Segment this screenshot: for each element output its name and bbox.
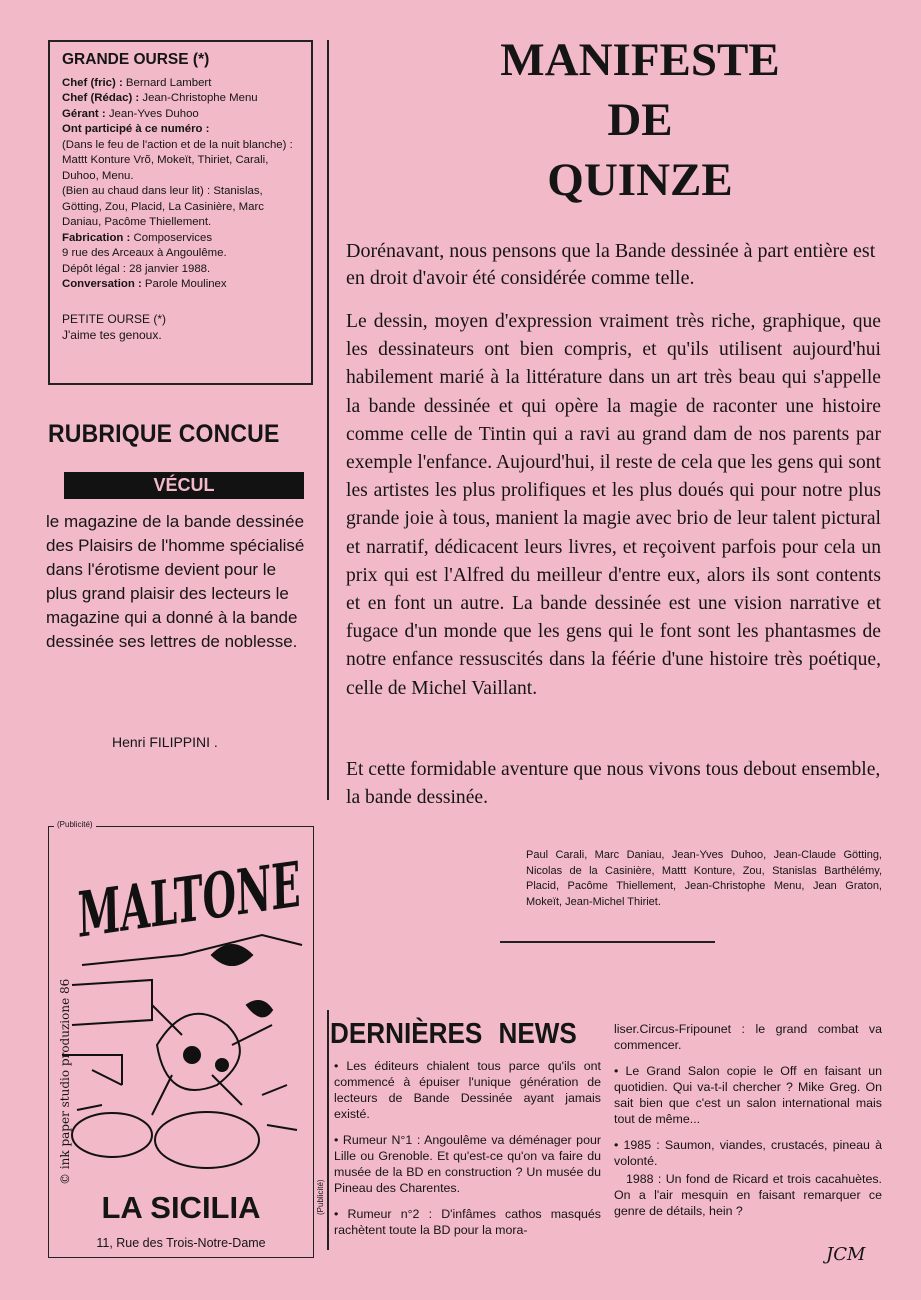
credits-line (62, 184, 299, 231)
manifest-title-line-2: DE (607, 94, 673, 146)
petite-ourse-text: J'aime tes genoux. (62, 327, 162, 342)
manifest-rule (500, 941, 715, 943)
news-item: 1988 : Un fond de Ricard et trois cacahuètes. On a l'air mesquin en faisant remarquer ce genre de détails, hein ? (614, 1172, 882, 1218)
maltone-logo-text: MALTONE (72, 829, 439, 952)
credits-line-value: 9 rue des Arceaux à Angoulême. (62, 247, 227, 259)
news-item: • Les éditeurs chialent tous parce qu'ils ont commencé à épuiser l'unique génération de lecteurs de Bande Dessinée ayant jamais existé. (334, 1059, 601, 1121)
petite-ourse (62, 311, 299, 343)
credits-line-label: Chef (fric) : (62, 76, 123, 89)
credits-line-label: Gérant : (62, 107, 106, 120)
column-divider-lower (327, 1010, 329, 1250)
news-item: liser.Circus-Fripounet : le grand combat va commencer. (614, 1022, 882, 1052)
news-item: • Rumeur n°2 : D'infâmes cathos masqués rachètent toute la BD pour la mora- (334, 1207, 601, 1237)
credits-line (62, 107, 299, 123)
credits-line-label: Ont participé à ce numéro : (62, 123, 210, 135)
manifest-intro: Dorénavant, nous pensons que la Bande dessinée à part entière est en droit d'avoir été considérée comme telle. (346, 240, 876, 289)
ad-name: LA SICILIA (101, 1190, 261, 1225)
ad-illustration (62, 925, 307, 1175)
credits-line-value: (Bien au chaud dans leur lit) : Stanislas, Götting, Zou, Placid, La Casinière, Marc Daniau, Pacôme Thiellement. (62, 185, 264, 228)
news-column-2 (614, 1021, 882, 1219)
ad-credit: © ink paper studio produzione 86 (58, 978, 72, 1185)
news-column-1 (334, 1058, 601, 1248)
credits-lines (62, 76, 299, 293)
vecul-bar: VÉCUL (64, 472, 304, 499)
credits-line (62, 122, 299, 138)
credits-line (62, 277, 299, 293)
news-signature: JCM (826, 1244, 866, 1265)
rubrique-title: RUBRIQUE CONCUE (48, 420, 280, 448)
credits-line-value: Bernard Lambert (122, 76, 212, 89)
credits-line-value: Dépôt légal : 28 janvier 1988. (62, 262, 211, 275)
credits-line (62, 246, 299, 262)
credits-line (62, 262, 299, 278)
credits-line-value: Parole Moulinex (141, 278, 227, 290)
manifest-title-line-3: QUINZE (547, 154, 733, 206)
manifest-title-line-1: MANIFESTE (500, 34, 780, 86)
manifest-signatories: Paul Carali, Marc Daniau, Jean-Yves Duhoo, Jean-Claude Götting, Nicolas de la Casinière, Mattt Konture, Zou, Stanislas Barthélémy, Placid, Pacôme Thiellement, Jean-Christophe Menu, Jean Graton, Mokeït, Jean-Michel Thiriet. (526, 849, 882, 908)
credits-line-value: Jean-Yves Duhoo (105, 107, 199, 120)
news-item: • 1985 : Saumon, viandes, crustacés, pineau à volonté. (614, 1138, 882, 1168)
rubrique-author: Henri FILIPPINI . (112, 734, 218, 750)
credits-title: GRANDE OURSE (*) (62, 51, 210, 68)
petite-ourse-title: PETITE OURSE (*) (62, 311, 167, 326)
ad-address: 11, Rue des Trois-Notre-Dame (96, 1236, 266, 1250)
credits-line-value: Jean-Christophe Menu (139, 92, 258, 104)
credits-line-label: Conversation : (62, 278, 142, 290)
credits-line (62, 91, 299, 107)
news-item: • Le Grand Salon copie le Off en faisant un quotidien. Qui va-t-il chercher ? Mike Greg. On sait bien que c'est un salon international mais tout de même... (614, 1064, 882, 1126)
credits-line-value: (Dans le feu de l'action et de la nuit blanche) : Mattt Konture Vrõ, Mokeït, Thiriet, Carali, Duhoo, Menu. (62, 138, 293, 182)
news-title: DERNIÈRES NEWS (330, 1018, 577, 1050)
ad-label-top: (Publicité) (54, 820, 96, 829)
manifest-closing: Et cette formidable aventure que nous vivons tous debout ensemble, la bande dessinée. (346, 759, 881, 809)
credits-line (62, 231, 299, 247)
credits-line (62, 76, 299, 92)
credits-line-value: Composervices (130, 231, 213, 244)
credits-box (48, 40, 313, 385)
credits-line-label: Fabrication : (62, 231, 131, 244)
credits-line (62, 138, 299, 185)
column-divider (327, 40, 329, 800)
news-item: • Rumeur N°1 : Angoulême va déménager pour Lille ou Grenoble. Et qu'est-ce qu'on va faire du musée de la BD en construction ? Un musée du Pineau des Charentes. (334, 1133, 601, 1195)
ad-label-side: (Publicité) (316, 1179, 325, 1215)
manifest-body: Le dessin, moyen d'expression vraiment très riche, graphique, que les dessinateurs ont bien compris, et qu'ils utilisent aujourd'hui habilement marié à la littérature dans un art très beau qui s'appelle la bande dessinée et qui opère la magie de raconter une histoire comme celle de Tintin qui a ravi au grand dam de nos parents par exemple l'enfance. Aujourd'hui, il reste de cela que les gens qui sont les artistes les plus prolifiques et les plus doués qui pour notre plus grande joie à tous, manient la magie avec brio de leur talent pictural et narratif, dédicacent leurs livres, et reçoivent parfois pour cela un prix qui est l'Alfred du meilleur d'entre eux, alors ils sont contents et en font un autre. La bande dessinée est une vision narrative et fugace d'un monde que les gens qui le font sont les phantasmes de notre enfance ressuscités dans la féérie d'une histoire très poétique, celle de Michel Vaillant. (346, 311, 881, 699)
manifest-title (440, 30, 840, 210)
credits-line-label: Chef (Rédac) : (62, 92, 140, 104)
rubrique-text: le magazine de la bande dessinée des Plaisirs de l'homme spécialisé dans l'érotisme devient pour le plus grand plaisir des lecteurs le magazine qui a donné à la bande dessinée ses lettres de noblesse. (46, 512, 305, 651)
